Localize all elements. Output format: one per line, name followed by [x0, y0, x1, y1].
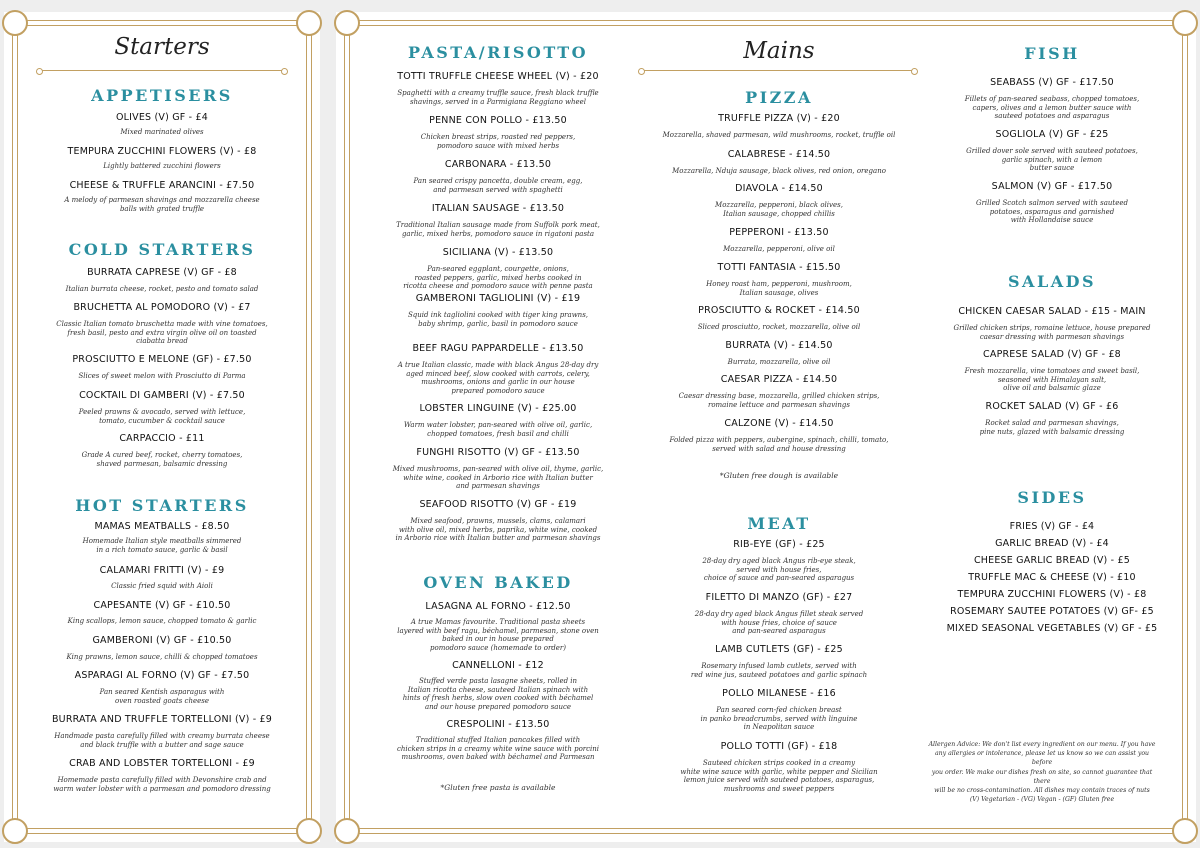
menu-item-description: 28-day dry aged black Angus rib-eye steak, served with house fries, choice of sauce and pan-seared asparagus	[702, 557, 856, 583]
menu-item-description: Mozzarella, pepperoni, olive oil	[723, 245, 835, 253]
menu-item-name: ITALIAN SAUSAGE - £13.50	[431, 203, 565, 214]
menu-item-description: Folded pizza with peppers, aubergine, spinach, chilli, tomato, served with salad and house dressing	[669, 436, 889, 453]
menu-item-description: Pan seared Kentish asparagus with oven roasted goats cheese	[99, 688, 225, 705]
mains-column	[638, 12, 920, 842]
menu-item-name: LOBSTER LINGUINE (V) - £25.00	[419, 403, 577, 414]
menu-item-description: Rosemary infused lamb cutlets, served with red wine jus, sauteed potatoes and garlic spinach	[690, 662, 868, 679]
menu-item-description: Traditional stuffed Italian pancakes filled with chicken strips in a creamy white wine sauce with porcini mushrooms, oven baked with béchamel and Parmesan	[396, 736, 600, 762]
menu-item-description: Fillets of pan-seared seabass, chopped tomatoes, capers, olives and a lemon butter sauce with sauteed potatoes and asparagus	[964, 95, 1140, 121]
section-heading: PIZZA	[745, 88, 813, 107]
menu-item-description: Mozzarella, pepperoni, black olives, Italian sausage, chopped chillis	[715, 201, 843, 218]
fish-column	[922, 12, 1182, 842]
menu-item-name: PROSCIUTTO & ROCKET - £14.50	[698, 305, 860, 316]
menu-item-name: SOGLIOLA (V) GF - £25	[995, 129, 1109, 140]
menu-item-description: Mixed seafood, prawns, mussels, clams, calamari with olive oil, mixed herbs, paprika, white wine, cooked in Arborio rice with Italian butter and parmesan shavings	[395, 517, 601, 543]
menu-item-name: MAMAS MEATBALLS - £8.50	[94, 521, 230, 532]
menu-item-name: SICILIANA (V) - £13.50	[442, 247, 554, 258]
menu-item-name: PENNE CON POLLO - £13.50	[429, 115, 567, 126]
menu-item-description: Grilled Scotch salmon served with sauteed potatoes, asparagus and garnished with Hollandaise sauce	[975, 199, 1128, 225]
side-item: CHEESE GARLIC BREAD (V) - £5	[973, 555, 1131, 566]
menu-item-description: A melody of parmesan shavings and mozzarella cheese balls with grated truffle	[64, 196, 260, 213]
section-heading: FISH	[1024, 44, 1080, 63]
menu-item-name: CAPESANTE (V) GF - £10.50	[93, 600, 231, 611]
menu-item-name: CANNELLONI - £12	[452, 660, 544, 671]
menu-item-name: CAESAR PIZZA - £14.50	[720, 374, 838, 385]
menu-item-description: Pan seared crispy pancetta, double cream, egg, and parmesan served with spaghetti	[413, 177, 583, 194]
menu-item-name: GAMBERONI (V) GF - £10.50	[92, 635, 232, 646]
section-heading: HOT STARTERS	[75, 496, 249, 515]
menu-item-description: Classic fried squid with Aioli	[111, 582, 213, 590]
menu-item-name: DIAVOLA - £14.50	[735, 183, 823, 194]
menu-item-description: Sauteed chicken strips cooked in a creamy white wine sauce with garlic, white pepper and Sicilian lemon juice served with sauteed potatoes, asparagus, mushrooms and sweet peppers	[680, 759, 878, 793]
menu-item-name: TEMPURA ZUCCHINI FLOWERS (V) - £8	[67, 146, 257, 157]
menu-item-name: BURRATA AND TRUFFLE TORTELLONI (V) - £9	[51, 714, 273, 725]
menu-item-description: Mozzarella, shaved parmesan, wild mushrooms, rocket, truffle oil	[662, 131, 896, 139]
starters-title: Starters	[114, 34, 210, 60]
side-item: ROSEMARY SAUTEE POTATOES (V) GF- £5	[950, 606, 1154, 617]
menu-item-name: RIB-EYE (GF) - £25	[733, 539, 825, 550]
menu-item-name: CHEESE & TRUFFLE ARANCINI - £7.50	[69, 180, 255, 191]
section-heading: COLD STARTERS	[68, 240, 256, 259]
menu-item-description: Warm water lobster, pan-seared with olive oil, garlic, chopped tomatoes, fresh basil and chilli	[403, 421, 593, 438]
menu-item-description: Slices of sweet melon with Prosciutto di Parma	[78, 372, 246, 380]
menu-item-description: A true Mamas favourite. Traditional pasta sheets layered with beef ragu, béchamel, parmesan, stone oven baked in our in house prepared pomodoro sauce (homemade to order)	[397, 618, 599, 652]
menu-item-description: 28-day dry aged black Angus fillet steak served with house fries, choice of sauce and pan-seared asparagus	[694, 610, 864, 636]
menu-item-name: CALAMARI FRITTI (V) - £9	[99, 565, 225, 576]
menu-item-name: CHICKEN CAESAR SALAD - £15 - MAIN	[958, 306, 1146, 317]
ornament-corner-icon	[334, 10, 360, 36]
menu-item-description: Handmade pasta carefully filled with creamy burrata cheese and black truffle with a butter and sage sauce	[54, 732, 270, 749]
menu-item-name: CRAB AND LOBSTER TORTELLONI - £9	[69, 758, 255, 769]
menu-item-description: Burrata, mozzarella, olive oil	[727, 358, 831, 366]
menu-item-name: CAPRESE SALAD (V) GF - £8	[983, 349, 1121, 360]
section-heading: SALADS	[1007, 272, 1097, 291]
menu-item-description: Homemade pasta carefully filled with Devonshire crab and warm water lobster with a parmesan and pomodoro dressing	[53, 776, 271, 793]
starters-panel	[4, 12, 320, 842]
menu-item-name: LAMB CUTLETS (GF) - £25	[715, 644, 843, 655]
ornament-corner-icon	[334, 818, 360, 844]
menu-item-name: CARPACCIO - £11	[119, 433, 205, 444]
gold-divider	[644, 70, 912, 71]
side-item: TEMPURA ZUCCHINI FLOWERS (V) - £8	[957, 589, 1147, 600]
menu-item-name: CRESPOLINI - £13.50	[446, 719, 550, 730]
menu-item-description: Caesar dressing base, mozzarella, grilled chicken strips, romaine lettuce and parmesan shavings	[678, 392, 880, 409]
side-item: TRUFFLE MAC & CHEESE (V) - £10	[968, 572, 1136, 583]
menu-item-description: Rocket salad and parmesan shavings, pine nuts, glazed with balsamic dressing	[979, 419, 1125, 436]
menu-item-name: POLLO MILANESE - £16	[722, 688, 836, 699]
menu-item-description: King scallops, lemon sauce, chopped tomato & garlic	[67, 617, 257, 625]
section-heading: PASTA/RISOTTO	[407, 43, 589, 62]
menu-item-name: COCKTAIL DI GAMBERI (V) - £7.50	[79, 390, 245, 401]
menu-item-name: PROSCIUTTO E MELONE (GF) - £7.50	[72, 354, 252, 365]
menu-item-description: Grilled dover sole served with sauteed potatoes, garlic spinach, with a lemon butter sauce	[966, 147, 1138, 173]
menu-item-description: Traditional Italian sausage made from Suffolk pork meat, garlic, mixed herbs, pomodoro sauce in rigatoni pasta	[396, 221, 600, 238]
menu-item-name: TRUFFLE PIZZA (V) - £20	[718, 113, 840, 124]
menu-item-description: Honey roast ham, pepperoni, mushroom, Italian sausage, olives	[706, 280, 852, 297]
starters-column	[28, 12, 296, 842]
menu-item-name: FUNGHI RISOTTO (V) GF - £13.50	[416, 447, 580, 458]
menu-item-description: Squid ink tagliolini cooked with tiger king prawns, baby shrimp, garlic, basil in pomodoro sauce	[407, 311, 589, 328]
menu-item-name: CARBONARA - £13.50	[444, 159, 552, 170]
menu-item-name: POLLO TOTTI (GF) - £18	[720, 741, 838, 752]
menu-item-description: Pan seared corn-fed chicken breast in panko breadcrumbs, served with linguine in Neapolitan sauce	[700, 706, 858, 732]
menu-item-name: BURRATA (V) - £14.50	[725, 340, 833, 351]
menu-item-name: TOTTI FANTASIA - £15.50	[717, 262, 841, 273]
gold-divider	[42, 70, 282, 71]
menu-item-description: Mixed marinated olives	[120, 128, 204, 136]
menu-item-name: PEPPERONI - £13.50	[729, 227, 829, 238]
pasta-column	[358, 12, 638, 842]
menu-item-name: LASAGNA AL FORNO - £12.50	[425, 601, 571, 612]
ornament-corner-icon	[296, 10, 322, 36]
menu-item-description: A true Italian classic, made with black Angus 28-day dry aged minced beef, slow cooked with carrots, celery, mushrooms, onions and garlic in our house prepared pomodoro sauce	[397, 361, 599, 395]
section-heading: MEAT	[747, 514, 811, 533]
menu-item-name: OLIVES (V) GF - £4	[115, 112, 209, 123]
gluten-free-note: *Gluten free pasta is available	[440, 783, 556, 792]
menu-item-description: Chicken breast strips, roasted red peppers, pomodoro sauce with mixed herbs	[420, 133, 576, 150]
side-item: FRIES (V) GF - £4	[1009, 521, 1095, 532]
menu-item-name: BRUCHETTA AL POMODORO (V) - £7	[73, 302, 251, 313]
mains-title: Mains	[743, 38, 815, 64]
gluten-free-note: *Gluten free dough is available	[719, 471, 839, 480]
menu-item-description: Homemade Italian style meatballs simmered in a rich tomato sauce, garlic & basil	[82, 537, 242, 554]
menu-item-name: BURRATA CAPRESE (V) GF - £8	[87, 267, 237, 278]
menu-item-name: CALABRESE - £14.50	[727, 149, 831, 160]
menu-item-description: Italian burrata cheese, rocket, pesto and tomato salad	[65, 285, 259, 293]
menu-item-name: SALMON (V) GF - £17.50	[991, 181, 1113, 192]
side-item: GARLIC BREAD (V) - £4	[995, 538, 1109, 549]
menu-item-description: Mixed mushrooms, pan-seared with olive oil, thyme, garlic, white wine, cooked in Arborio rice with Italian butter and parmesan shavings	[392, 465, 604, 491]
ornament-corner-icon	[2, 818, 28, 844]
menu-item-description: Spaghetti with a creamy truffle sauce, fresh black truffle shavings, served in a Parmigiana Reggiano wheel	[397, 89, 599, 106]
menu-item-description: Grilled chicken strips, romaine lettuce, house prepared caesar dressing with parmesan shavings	[953, 324, 1151, 341]
ornament-corner-icon	[296, 818, 322, 844]
section-heading: SIDES	[1017, 488, 1087, 507]
menu-item-name: BEEF RAGU PAPPARDELLE - £13.50	[412, 343, 584, 354]
menu-item-description: Sliced prosciutto, rocket, mozzarella, olive oil	[697, 323, 861, 331]
mains-panel	[336, 12, 1196, 842]
menu-item-description: Lightly battered zucchini flowers	[103, 162, 221, 170]
menu-item-name: TOTTI TRUFFLE CHEESE WHEEL (V) - £20	[397, 71, 599, 82]
menu-item-name: SEAFOOD RISOTTO (V) GF - £19	[419, 499, 577, 510]
ornament-corner-icon	[2, 10, 28, 36]
menu-item-description: Grade A cured beef, rocket, cherry tomatoes, shaved parmesan, balsamic dressing	[81, 451, 243, 468]
menu-item-description: Stuffed verde pasta lasagne sheets, rolled in Italian ricotta cheese, sauteed Italian spinach with hints of fresh herbs, slow oven cooked with béchamel and our house prepared pomodoro sauce	[402, 677, 594, 711]
menu-item-name: CALZONE (V) - £14.50	[724, 418, 834, 429]
allergen-advice: Allergen Advice: We don't list every ingredient on our menu. If you have any allergies or intolerance, please let us know so we can assist you before you order. We make our dishes fresh on site, so cannot guarantee that there will be no cross-contamination. All dishes may contain traces of nuts (V) Vegetarian - (VG) Vegan - (GF) Gluten free	[928, 741, 1156, 804]
menu-item-description: Fresh mozzarella, vine tomatoes and sweet basil, seasoned with Himalayan salt, olive oil and balsamic glaze	[964, 367, 1140, 393]
section-heading: OVEN BAKED	[423, 573, 573, 592]
section-heading: APPETISERS	[91, 86, 233, 105]
side-item: MIXED SEASONAL VEGETABLES (V) GF - £5	[946, 623, 1158, 634]
menu-item-name: SEABASS (V) GF - £17.50	[990, 77, 1114, 88]
menu-item-description: Classic Italian tomato bruschetta made with vine tomatoes, fresh basil, pesto and extra virgin olive oil on toasted ciabatta bread	[56, 320, 268, 346]
menu-item-description: Mozzarella, Nduja sausage, black olives, red onion, oregano	[672, 167, 886, 175]
menu-item-name: ROCKET SALAD (V) GF - £6	[985, 401, 1119, 412]
menu-item-description: Pan-seared eggplant, courgette, onions, roasted peppers, garlic, mixed herbs cooked in ricotta cheese and pomodoro sauce with penne pasta	[403, 265, 593, 291]
menu-item-description: King prawns, lemon sauce, chilli & chopped tomatoes	[66, 653, 258, 661]
menu-item-name: GAMBERONI TAGLIOLINI (V) - £19	[415, 293, 581, 304]
menu-item-description: Peeled prawns & avocado, served with lettuce, tomato, cucumber & cocktail sauce	[78, 408, 246, 425]
menu-item-name: FILETTO DI MANZO (GF) - £27	[705, 592, 853, 603]
menu-item-name: ASPARAGI AL FORNO (V) GF - £7.50	[74, 670, 250, 681]
